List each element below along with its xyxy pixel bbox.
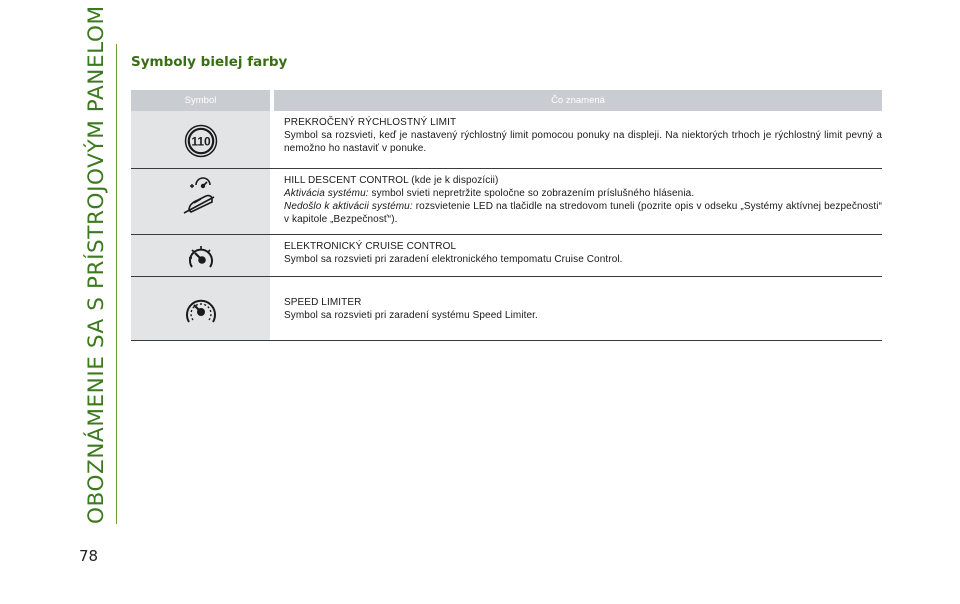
row-body: Symbol sa rozsvieti pri zaradení elektronického tempomatu Cruise Control. [284, 254, 623, 265]
row-lead: Aktivácia systému: [284, 188, 369, 199]
row-body: Symbol sa rozsvieti, keď je nastavený rýchlostný limit pomocou ponuky na displeji. Na niektorých trhoch je rýchlostný limit pevný a nemožno ho nastaviť v ponuke. [284, 130, 882, 154]
hill-descent-control-icon [179, 175, 223, 221]
row-title: ELEKTRONICKÝ CRUISE CONTROL [284, 241, 457, 252]
header-symbol: Symbol [184, 95, 217, 106]
row-body: Symbol sa rozsvieti pri zaradení systému Speed Limiter. [284, 310, 538, 321]
speed-limit-110-icon [181, 121, 221, 161]
symbol-cell [131, 111, 270, 168]
header-meaning: Čo znamená [551, 95, 605, 106]
row-text: symbol svieti nepretržite spoločne so zobrazením príslušného hlásenia. [368, 188, 695, 199]
meaning-cell [270, 235, 882, 276]
symbol-cell [131, 277, 270, 340]
symbol-cell [131, 169, 270, 234]
row-title: HILL DESCENT CONTROL (kde je k dispozícii) [284, 175, 499, 186]
row-title: SPEED LIMITER [284, 297, 362, 308]
table-header [131, 90, 882, 111]
symbols-table [131, 90, 882, 341]
table-row [131, 235, 882, 277]
table-row [131, 277, 882, 341]
table-row [131, 169, 882, 235]
chapter-side-title: OBOZNÁMENIE SA S PRÍSTROJOVÝM PANELOM [84, 5, 109, 524]
speed-limit-value: 110 [190, 134, 211, 149]
side-divider-line [116, 44, 117, 524]
meaning-cell [270, 169, 882, 234]
symbol-cell [131, 235, 270, 276]
meaning-cell [270, 111, 882, 168]
row-lead: Nedošlo k aktivácii systému: [284, 201, 413, 212]
row-text: rozsvietenie LED na tlačidle na stredovom tuneli (pozrite opis v odseku „Systémy aktívnej bezpečnosti“ v kapitole „Bezpečnosť“). [284, 201, 882, 225]
meaning-cell [270, 277, 882, 340]
row-title: PREKROČENÝ RÝCHLOSTNÝ LIMIT [284, 117, 457, 128]
speed-limiter-icon [181, 291, 221, 329]
page-number: 78 [79, 547, 99, 565]
cruise-control-icon [183, 241, 219, 273]
table-row [131, 111, 882, 169]
section-heading: Symboly bielej farby [131, 54, 288, 70]
